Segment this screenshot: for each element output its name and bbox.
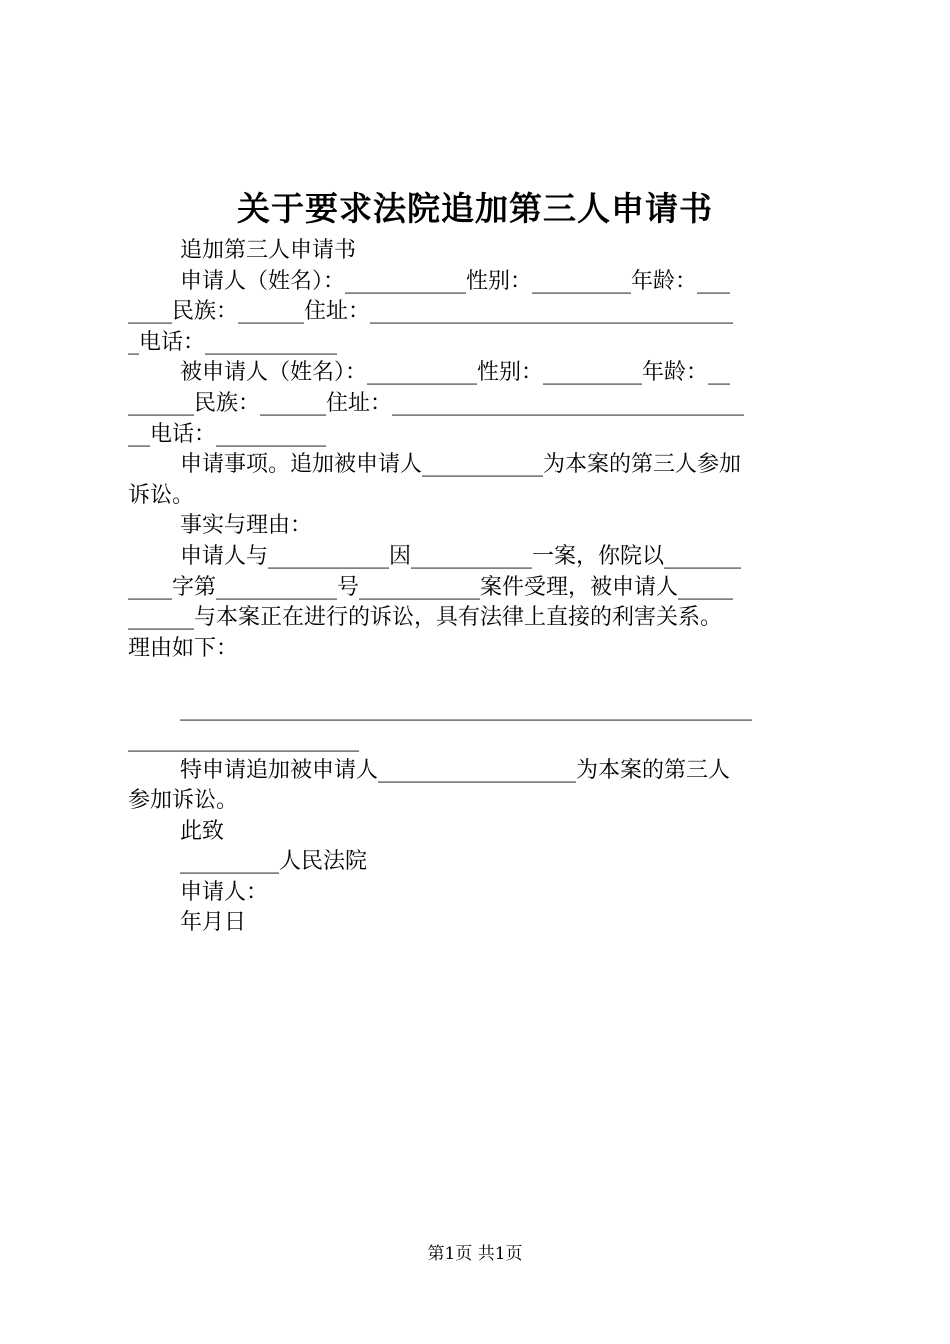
doc-line-signature: 申请人：	[180, 879, 269, 905]
doc-line-salutation: 此致	[180, 818, 225, 844]
doc-line-facts-1: 申请人与___________因___________一案，你院以_______	[180, 543, 742, 569]
doc-line-request: 申请事项。追加被申请人___________为本案的第三人参加	[180, 452, 742, 478]
doc-line-facts-heading: 事实与理由：	[180, 513, 313, 539]
doc-line-applicant: 申请人（姓名）：___________性别：_________年龄：___	[180, 268, 731, 294]
doc-line-respondent-phone: __电话：__________	[128, 421, 327, 447]
doc-line-applicant-phone: _电话：____________	[128, 329, 338, 355]
blank-gap	[128, 664, 834, 694]
doc-line-subtitle: 追加第三人申请书	[180, 238, 357, 263]
doc-line-court: _________人民法院	[180, 849, 368, 875]
doc-line-applicant-cont: ____民族：______住址：_________________________________	[128, 299, 734, 325]
doc-line-respondent: 被申请人（姓名）：__________性别：_________年龄：__	[180, 360, 731, 386]
doc-line-request-cont: 诉讼。	[128, 482, 195, 508]
document-body	[128, 236, 834, 939]
doc-line-respondent-cont: ______民族：______住址：________________________________	[128, 390, 745, 416]
document-title: 关于要求法院追加第三人申请书	[237, 189, 713, 228]
doc-line-date: 年月日	[180, 910, 247, 936]
doc-line-facts-3: ______与本案正在进行的诉讼，具有法律上直接的利害关系。	[128, 605, 723, 631]
doc-line-reasons: 理由如下：	[128, 635, 239, 661]
doc-line-conclusion: 特申请追加被申请人__________________为本案的第三人	[180, 757, 731, 783]
page-footer: 第1页 共1页	[427, 1244, 523, 1264]
doc-line-blank-1: ____________________________________________________	[180, 696, 752, 722]
doc-line-blank-2: _____________________	[128, 726, 359, 752]
doc-line-conclusion-cont: 参加诉讼。	[128, 788, 239, 814]
doc-line-facts-2: ____字第___________号___________案件受理，被申请人_____	[128, 574, 734, 600]
